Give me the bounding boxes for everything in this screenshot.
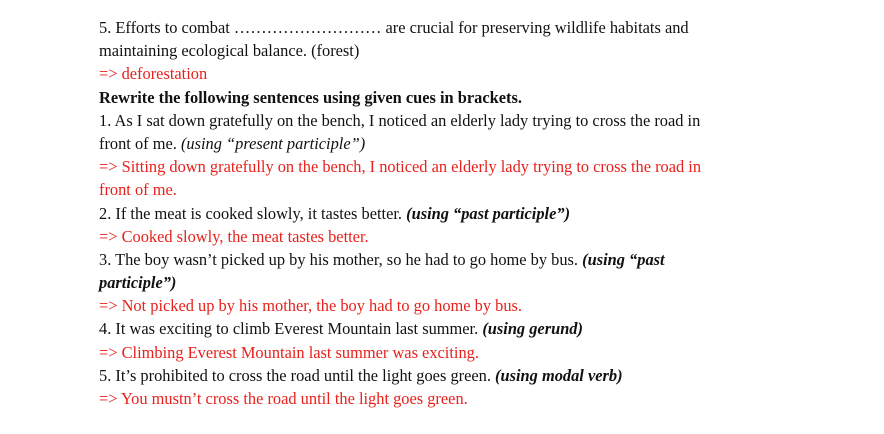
rewrite-3-cue-part-2: participle”) — [99, 273, 177, 293]
section-heading: Rewrite the following sentences using given cues in brackets. — [99, 87, 522, 107]
rewrite-1-question-line-1: 1. As I sat down gratefully on the bench, I noticed an elderly lady trying to cross the road in — [99, 110, 701, 130]
rewrite-2-answer: => Cooked slowly, the meat tastes better. — [99, 226, 369, 246]
rewrite-3-answer: => Not picked up by his mother, the boy had to go home by bus. — [99, 296, 522, 316]
rewrite-2-cue: (using “past participle”) — [406, 203, 571, 223]
rewrite-3-cue-part-1: (using “past — [582, 249, 665, 269]
rewrite-5-question — [99, 364, 779, 387]
rewrite-1-answer-line-1: => Sitting down gratefully on the bench, I noticed an elderly lady trying to cross the road in — [99, 157, 702, 177]
rewrite-2-question — [99, 202, 779, 225]
rewrite-3-question-text: 3. The boy wasn’t picked up by his mother, so he had to go home by bus. — [99, 249, 579, 269]
rewrite-5-question-text: 5. It’s prohibited to cross the road until the light goes green. — [99, 365, 491, 385]
rewrite-4-cue: (using gerund) — [482, 319, 583, 339]
rewrite-5-answer: => You mustn’t cross the road until the light goes green. — [99, 389, 468, 408]
rewrite-2-question-text: 2. If the meat is cooked slowly, it tastes better. — [99, 203, 403, 223]
rewrite-1-question-text: front of me. — [99, 133, 177, 153]
rewrite-1-question-line-2 — [99, 132, 779, 155]
rewrite-4-answer: => Climbing Everest Mountain last summer was exciting. — [99, 342, 479, 362]
rewrite-3-question-line-1 — [99, 248, 779, 271]
rewrite-4-question — [99, 317, 779, 340]
rewrite-1-answer-line-2: front of me. — [99, 180, 177, 200]
question-5-line-1: 5. Efforts to combat ……………………… are crucial for preserving wildlife habitats and — [99, 18, 689, 37]
worksheet-document — [99, 16, 779, 410]
rewrite-1-cue: (using “present participle”) — [180, 133, 366, 153]
question-5-line-2: maintaining ecological balance. (forest) — [99, 41, 360, 61]
rewrite-5-cue: (using modal verb) — [495, 365, 623, 385]
question-5-answer: => deforestation — [99, 64, 208, 84]
rewrite-4-question-text: 4. It was exciting to climb Everest Mountain last summer. — [99, 319, 479, 339]
